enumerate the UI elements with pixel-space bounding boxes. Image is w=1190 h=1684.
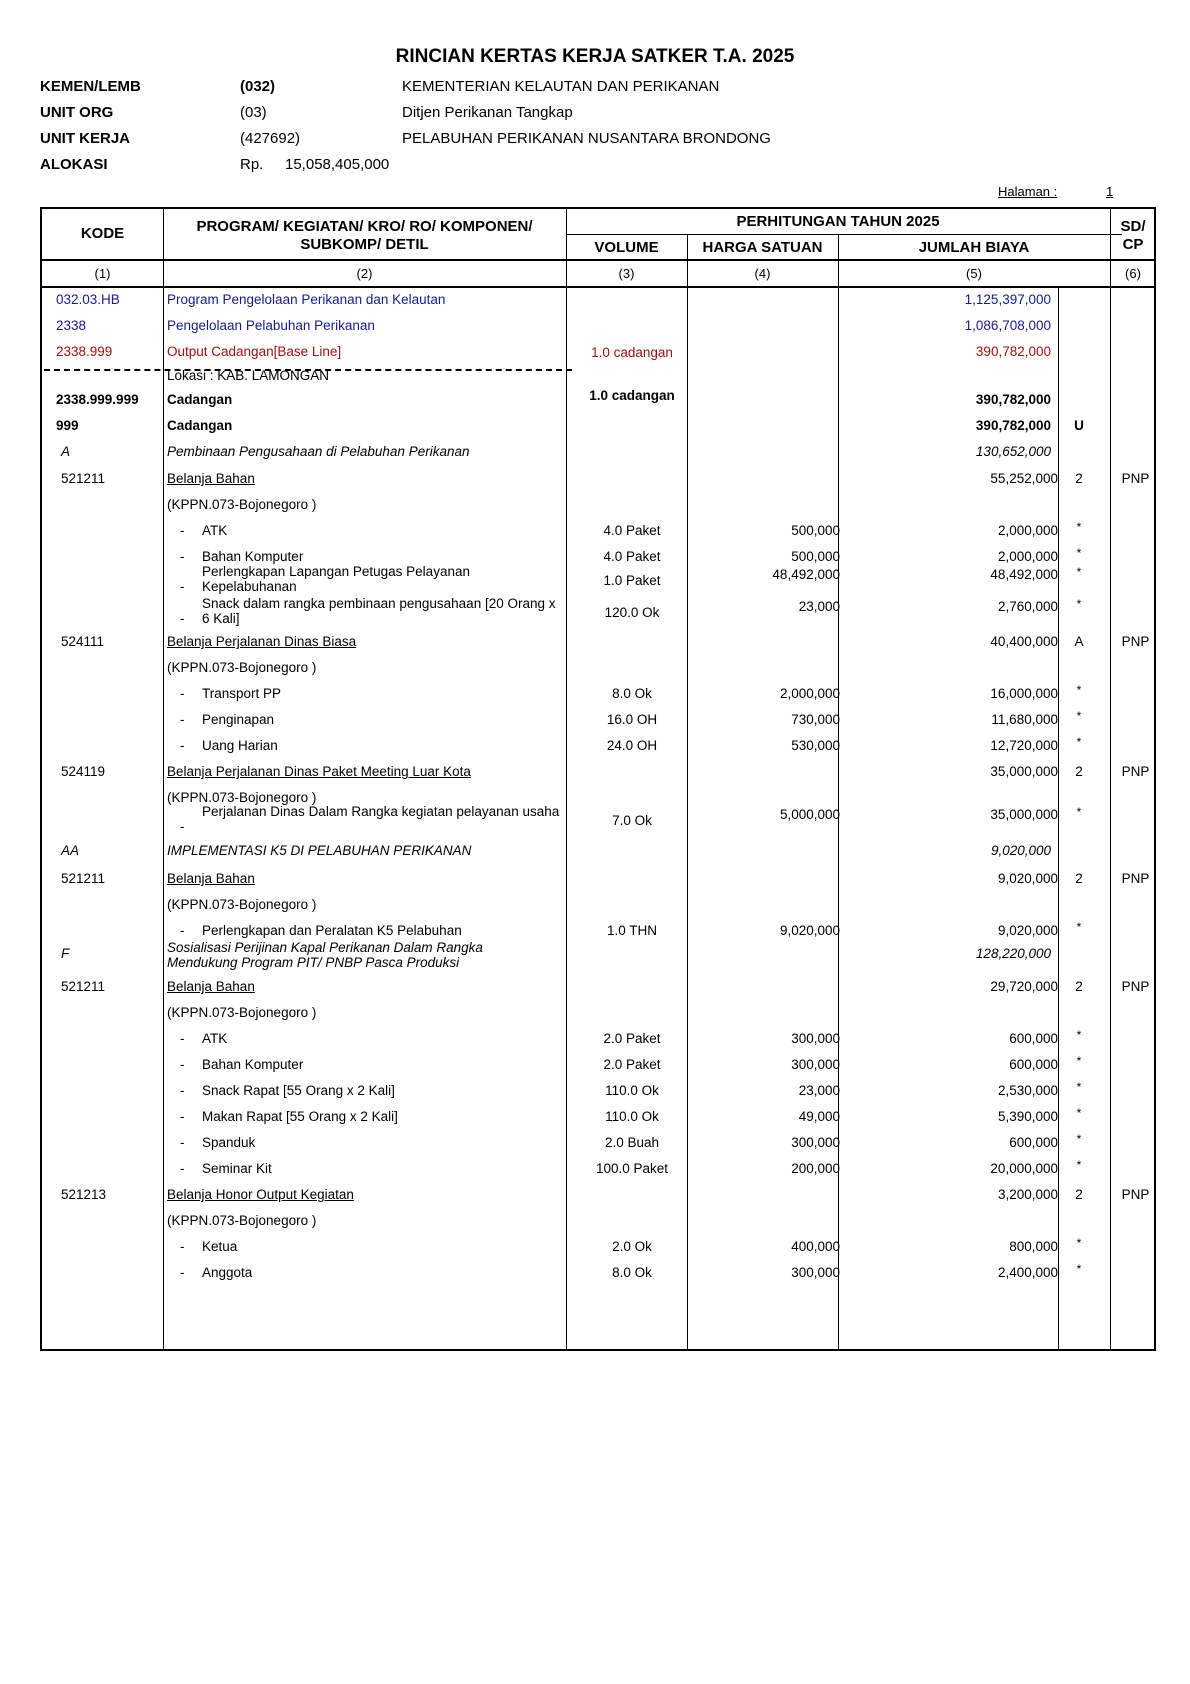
header-code: (032): [240, 78, 276, 95]
row-flag: *: [1076, 1158, 1082, 1172]
row-flag: 2: [1075, 979, 1083, 994]
row-description: Perlengkapan dan Peralatan K5 Pelabuhan: [202, 923, 462, 938]
header-value: PELABUHAN PERIKANAN NUSANTARA BRONDONG: [402, 130, 771, 147]
row-flag: *: [1076, 1106, 1082, 1120]
row-description: Spanduk: [202, 1135, 256, 1150]
row-flag: 2: [1075, 764, 1083, 779]
row-flag: *: [1076, 683, 1082, 697]
header-code: (03): [240, 104, 267, 121]
row-total: 3,200,000: [997, 1187, 1058, 1202]
row-total: 600,000: [1009, 1057, 1058, 1072]
row-unit-price: 23,000: [798, 1083, 840, 1098]
row-unit-price: 400,000: [791, 1239, 840, 1254]
row-unit-price: 23,000: [798, 599, 840, 614]
row-source: PNP: [1121, 979, 1150, 994]
row-description: (KPPN.073-Bojonegoro ): [167, 1213, 317, 1228]
row-flag: *: [1076, 735, 1082, 749]
row-total: 130,652,000: [975, 444, 1051, 459]
header-label: ALOKASI: [40, 156, 108, 173]
row-flag: *: [1076, 1028, 1082, 1042]
row-code: A: [61, 444, 71, 459]
bullet-dash: -: [180, 1265, 185, 1280]
row-volume: 2.0 Paket: [603, 1057, 661, 1072]
col-number: (5): [966, 266, 982, 281]
row-total: 9,020,000: [990, 843, 1051, 858]
row-source: PNP: [1121, 471, 1150, 486]
row-description: Anggota: [202, 1265, 253, 1280]
row-description: Snack Rapat [55 Orang x 2 Kali]: [202, 1083, 395, 1098]
row-description: Program Pengelolaan Perikanan dan Kelautan: [167, 292, 446, 307]
bullet-dash: -: [180, 549, 185, 564]
row-total: 390,782,000: [975, 344, 1051, 359]
row-description: Makan Rapat [55 Orang x 2 Kali]: [202, 1109, 398, 1124]
row-description: Pengelolaan Pelabuhan Perikanan: [167, 318, 375, 333]
bullet-dash: -: [180, 738, 185, 753]
row-code: 2338: [56, 318, 87, 333]
row-volume: 100.0 Paket: [595, 1161, 669, 1176]
row-total: 2,000,000: [997, 549, 1058, 564]
row-volume: 1.0 THN: [606, 923, 658, 938]
row-source: PNP: [1121, 871, 1150, 886]
row-total: 390,782,000: [975, 418, 1051, 433]
bullet-dash: -: [180, 611, 185, 626]
row-total: 16,000,000: [990, 686, 1058, 701]
bullet-dash: -: [180, 523, 185, 538]
row-description: Ketua: [202, 1239, 238, 1254]
row-description: ATK: [202, 1031, 228, 1046]
row-total: 20,000,000: [990, 1161, 1058, 1176]
row-code: 524119: [61, 764, 106, 779]
row-total: 35,000,000: [990, 764, 1058, 779]
col-header-harga: HARGA SATUAN: [702, 239, 823, 256]
row-unit-price: 500,000: [791, 549, 840, 564]
row-flag: *: [1076, 546, 1082, 560]
row-code: 521211: [61, 471, 106, 486]
row-total: 1,086,708,000: [964, 318, 1051, 333]
header-code: (427692): [240, 130, 301, 147]
row-code: F: [61, 946, 70, 961]
bullet-dash: -: [180, 1057, 185, 1072]
row-total: 128,220,000: [975, 946, 1051, 961]
row-volume: 110.0 Ok: [605, 1109, 659, 1124]
row-total: 2,760,000: [997, 599, 1058, 614]
header-label: UNIT KERJA: [40, 130, 131, 147]
row-volume: 7.0 Ok: [612, 813, 652, 828]
row-description: Perlengkapan Lapangan Petugas Pelayanan Kepelabuhanan: [202, 564, 470, 594]
row-volume: 1.0 cadangan: [589, 388, 675, 403]
row-unit-price: 500,000: [791, 523, 840, 538]
col-header-program: PROGRAM/ KEGIATAN/ KRO/ RO/ KOMPONEN/ SUBKOMP/ DETIL: [196, 218, 533, 253]
row-flag: *: [1076, 1236, 1082, 1250]
bullet-dash: -: [180, 1083, 185, 1098]
row-source: PNP: [1121, 634, 1150, 649]
row-volume: 8.0 Ok: [612, 1265, 652, 1280]
row-code: 521213: [61, 1187, 107, 1202]
page-label: Halaman :: [998, 184, 1058, 199]
col-header-kode: KODE: [80, 225, 125, 242]
row-volume: 4.0 Paket: [603, 549, 661, 564]
header-value: KEMENTERIAN KELAUTAN DAN PERIKANAN: [402, 78, 720, 95]
row-volume: 16.0 OH: [606, 712, 658, 727]
row-description: Output Cadangan[Base Line]: [167, 344, 342, 359]
header-label: KEMEN/LEMB: [40, 78, 141, 95]
row-total: 40,400,000: [990, 634, 1058, 649]
bullet-dash: -: [180, 923, 185, 938]
row-description: (KPPN.073-Bojonegoro ): [167, 897, 317, 912]
col-number: (6): [1125, 266, 1141, 281]
row-unit-price: 730,000: [791, 712, 840, 727]
col-number: (1): [94, 266, 111, 281]
row-description: Penginapan: [202, 712, 275, 727]
row-total: 600,000: [1009, 1135, 1058, 1150]
bullet-dash: -: [180, 1109, 185, 1124]
row-total: 9,020,000: [997, 871, 1058, 886]
bullet-dash: -: [180, 819, 185, 834]
row-total: 2,000,000: [997, 523, 1058, 538]
row-description: Perjalanan Dinas Dalam Rangka kegiatan pelayanan usaha: [202, 804, 560, 819]
row-total: 12,720,000: [990, 738, 1058, 753]
row-volume: 2.0 Ok: [612, 1239, 652, 1254]
row-description: Bahan Komputer: [202, 1057, 304, 1072]
row-total: 600,000: [1009, 1031, 1058, 1046]
header-code: Rp.: [240, 156, 264, 173]
row-flag: *: [1076, 1262, 1082, 1276]
bullet-dash: -: [180, 1161, 185, 1176]
row-description: (KPPN.073-Bojonegoro ): [167, 790, 317, 805]
row-description: Belanja Perjalanan Dinas Biasa: [167, 634, 357, 649]
row-flag: 2: [1075, 471, 1083, 486]
row-code: 521211: [61, 979, 106, 994]
bullet-dash: -: [180, 1239, 185, 1254]
row-description: Seminar Kit: [202, 1161, 272, 1176]
row-flag: 2: [1075, 871, 1083, 886]
row-flag: *: [1076, 1080, 1082, 1094]
document-title: RINCIAN KERTAS KERJA SATKER T.A. 2025: [395, 46, 795, 67]
row-flag: *: [1076, 1054, 1082, 1068]
row-flag: *: [1076, 709, 1082, 723]
row-flag: *: [1076, 565, 1082, 579]
row-source: PNP: [1121, 764, 1150, 779]
bullet-dash: -: [180, 686, 185, 701]
col-number: (2): [356, 266, 373, 281]
page-number: 1: [1106, 184, 1114, 199]
row-total: 800,000: [1009, 1239, 1058, 1254]
row-total: 29,720,000: [990, 979, 1058, 994]
row-description: Pembinaan Pengusahaan di Pelabuhan Perikanan: [167, 444, 470, 459]
col-header-volume: VOLUME: [594, 239, 659, 256]
row-flag: *: [1076, 1132, 1082, 1146]
row-unit-price: 5,000,000: [779, 807, 840, 822]
row-volume: 110.0 Ok: [605, 1083, 659, 1098]
row-total: 1,125,397,000: [964, 292, 1051, 307]
row-description: Cadangan: [167, 392, 233, 407]
row-volume: 8.0 Ok: [612, 686, 652, 701]
row-unit-price: 200,000: [791, 1161, 840, 1176]
row-description: Belanja Bahan: [167, 979, 255, 994]
row-volume: 2.0 Paket: [603, 1031, 661, 1046]
row-total: 390,782,000: [975, 392, 1051, 407]
row-description: ATK: [202, 523, 228, 538]
row-unit-price: 9,020,000: [779, 923, 840, 938]
col-number: (3): [618, 266, 635, 281]
row-total: 2,530,000: [997, 1083, 1058, 1098]
row-code: 2338.999: [56, 344, 113, 359]
row-description: (KPPN.073-Bojonegoro ): [167, 1005, 317, 1020]
row-unit-price: 300,000: [791, 1031, 840, 1046]
row-volume: 24.0 OH: [606, 738, 658, 753]
row-unit-price: 530,000: [791, 738, 840, 753]
row-flag: *: [1076, 805, 1082, 819]
row-description: Cadangan: [167, 418, 233, 433]
bullet-dash: -: [180, 1135, 185, 1150]
header-label: UNIT ORG: [40, 104, 114, 121]
budget-table: [40, 207, 1156, 1351]
row-code: 2338.999.999: [56, 392, 139, 407]
row-code: 521211: [61, 871, 106, 886]
row-flag: 2: [1075, 1187, 1083, 1202]
row-total: 35,000,000: [990, 807, 1058, 822]
row-code: 524111: [61, 634, 105, 649]
row-total: 55,252,000: [990, 471, 1058, 486]
row-description: Bahan Komputer: [202, 549, 304, 564]
row-description: Belanja Bahan: [167, 471, 255, 486]
row-description: Belanja Honor Output Kegiatan: [167, 1187, 354, 1202]
row-total: 5,390,000: [997, 1109, 1058, 1124]
row-volume: 120.0 Ok: [604, 605, 660, 620]
row-flag: *: [1076, 920, 1082, 934]
row-unit-price: 300,000: [791, 1265, 840, 1280]
row-volume: 1.0 Paket: [603, 573, 661, 588]
row-total: 11,680,000: [991, 712, 1058, 727]
row-total: 48,492,000: [990, 567, 1058, 582]
bullet-dash: -: [180, 1031, 185, 1046]
row-total: 9,020,000: [997, 923, 1058, 938]
row-description: Belanja Perjalanan Dinas Paket Meeting Luar Kota: [167, 764, 471, 779]
row-flag: *: [1076, 520, 1082, 534]
col-header-jumlah: JUMLAH BIAYA: [918, 239, 1030, 256]
row-volume: 1.0 cadangan: [591, 345, 673, 360]
row-unit-price: 2,000,000: [779, 686, 840, 701]
header-value: Ditjen Perikanan Tangkap: [402, 104, 573, 121]
row-unit-price: 300,000: [791, 1057, 840, 1072]
row-volume: 4.0 Paket: [603, 523, 661, 538]
row-description: (KPPN.073-Bojonegoro ): [167, 660, 317, 675]
col-number: (4): [754, 266, 771, 281]
row-description: IMPLEMENTASI K5 DI PELABUHAN PERIKANAN: [167, 843, 472, 858]
bullet-dash: -: [180, 712, 185, 727]
row-unit-price: 300,000: [791, 1135, 840, 1150]
row-volume: 2.0 Buah: [604, 1135, 660, 1150]
row-source: PNP: [1121, 1187, 1150, 1202]
row-flag: A: [1074, 634, 1084, 649]
row-flag: U: [1074, 418, 1084, 433]
row-unit-price: 49,000: [798, 1109, 840, 1124]
col-header-sdcp: SD/ CP: [1120, 218, 1146, 253]
row-unit-price: 48,492,000: [772, 567, 840, 582]
row-total: 2,400,000: [997, 1265, 1058, 1280]
row-description: Lokasi : KAB. LAMONGAN: [167, 368, 330, 383]
row-code: AA: [61, 843, 80, 858]
bullet-dash: -: [180, 579, 185, 594]
row-description: Sosialisasi Perijinan Kapal Perikanan Dalam Rangka Mendukung Program PIT/ PNBP Pasca Produksi: [167, 940, 483, 970]
row-description: Uang Harian: [202, 738, 278, 753]
header-value: 15,058,405,000: [285, 156, 390, 173]
row-code: 032.03.HB: [56, 292, 120, 307]
row-description: (KPPN.073-Bojonegoro ): [167, 497, 317, 512]
col-header-perhitungan: PERHITUNGAN TAHUN 2025: [736, 213, 940, 230]
row-flag: *: [1076, 597, 1082, 611]
row-description: Snack dalam rangka pembinaan pengusahaan [20 Orang x 6 Kali]: [202, 596, 556, 626]
row-description: Transport PP: [202, 686, 282, 701]
table-body: [42, 209, 1154, 1349]
row-description: Belanja Bahan: [167, 871, 255, 886]
row-code: 999: [56, 418, 79, 433]
